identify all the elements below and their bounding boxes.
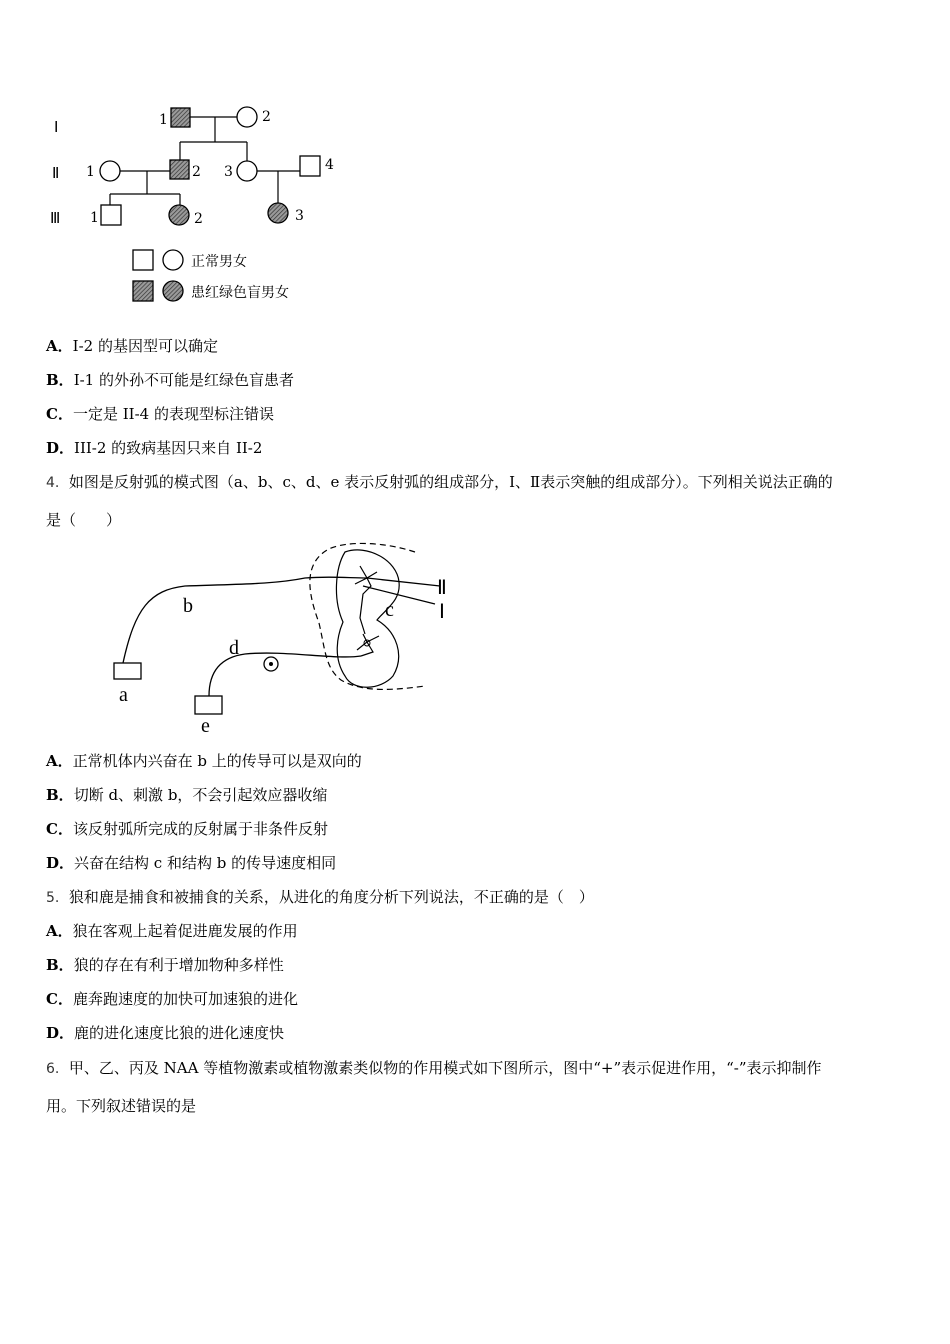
label-III3: 3 (295, 208, 304, 224)
q4-option-b: B．切断 d、刺激 b，不会引起效应器收缩 (46, 786, 328, 804)
q6-stem-line2: 用。下列叙述错误的是 (46, 1097, 197, 1115)
label-a: a (119, 684, 128, 706)
q4-stem-line2: 是（ ） (46, 511, 122, 529)
q4-option-a: A．正常机体内兴奋在 b 上的传导可以是双向的 (46, 752, 362, 770)
q5-option-b: B．狼的存在有利于增加物种多样性 (46, 956, 284, 974)
label-synapse-I: Ⅰ (439, 601, 445, 623)
q6-stem-line1: 6. 甲、乙、丙及 NAA 等植物激素或植物激素类似物的作用模式如下图所示，图中“+”表示促进作用，“-”表示抑制作 (46, 1059, 822, 1077)
label-III2: 2 (194, 211, 203, 227)
label-b: b (183, 595, 193, 617)
individual-II3-normal-female (237, 161, 257, 181)
q5-option-a: A．狼在客观上起着促进鹿发展的作用 (46, 922, 298, 940)
q3-option-b: B．I-1 的外孙不可能是红绿色盲患者 (46, 371, 294, 389)
motor-neuron (357, 634, 379, 656)
individual-III1-normal-male (101, 205, 121, 225)
reflex-arc-diagram (105, 538, 465, 738)
label-c: c (385, 599, 394, 621)
q3-option-d: D．III-2 的致病基因只来自 II-2 (46, 439, 263, 457)
q5-option-d: D．鹿的进化速度比狼的进化速度快 (46, 1024, 285, 1042)
label-d: d (229, 637, 239, 659)
label-e: e (201, 715, 210, 737)
label-II1: 1 (86, 164, 95, 180)
q4-number: 4. (46, 475, 60, 491)
generation-label-2: Ⅱ (52, 166, 60, 182)
pedigree-diagram (40, 92, 340, 312)
q3-option-c: C．一定是 II-4 的表现型标注错误 (46, 405, 274, 423)
legend-affected-male-icon (133, 281, 153, 301)
label-I1: 1 (159, 112, 168, 128)
label-II3: 3 (224, 164, 233, 180)
generation-label-1: Ⅰ (54, 120, 59, 136)
individual-I1-affected-male (171, 108, 190, 127)
receptor-a (114, 663, 141, 679)
legend-normal-female-icon (163, 250, 183, 270)
effector-e (195, 696, 222, 714)
q5-option-c: C．鹿奔跑速度的加快可加速狼的进化 (46, 990, 298, 1008)
label-II2: 2 (192, 164, 201, 180)
individual-II1-normal-female (100, 161, 120, 181)
q4-option-d: D．兴奋在结构 c 和结构 b 的传导速度相同 (46, 854, 337, 872)
q4-option-c: C．该反射弧所完成的反射属于非条件反射 (46, 820, 328, 838)
afferent-nerve-b (123, 577, 367, 663)
q4-stem-line1: 4. 如图是反射弧的模式图（a、b、c、d、e 表示反射弧的组成部分，Ⅰ、Ⅱ表示突触的组成部分）。下列相关说法正确的 (46, 473, 833, 491)
interneuron-star (355, 566, 377, 634)
legend-affected-female-icon (163, 281, 183, 301)
label-synapse-II: Ⅱ (437, 577, 447, 599)
legend-normal-male-icon (133, 250, 153, 270)
individual-III2-affected-female (169, 205, 189, 225)
legend-affected-label: 患红绿色盲男女 (191, 285, 289, 301)
q3-option-a: A．I-2 的基因型可以确定 (46, 337, 218, 355)
label-I2: 2 (262, 109, 271, 125)
q5-number: 5. (46, 890, 60, 906)
individual-I2-normal-female (237, 107, 257, 127)
individual-II4-normal-male (300, 156, 320, 176)
generation-label-3: Ⅲ (50, 211, 61, 227)
label-II4: 4 (325, 157, 334, 173)
legend-normal-label: 正常男女 (191, 254, 247, 270)
q6-number: 6. (46, 1061, 60, 1077)
spinal-cord-outline (310, 543, 425, 689)
individual-II2-affected-male (170, 160, 189, 179)
individual-III3-affected-female (268, 203, 288, 223)
q5-stem: 5. 狼和鹿是捕食和被捕食的关系，从进化的角度分析下列说法，不正确的是（ ） (46, 888, 594, 906)
label-III1: 1 (90, 210, 99, 226)
